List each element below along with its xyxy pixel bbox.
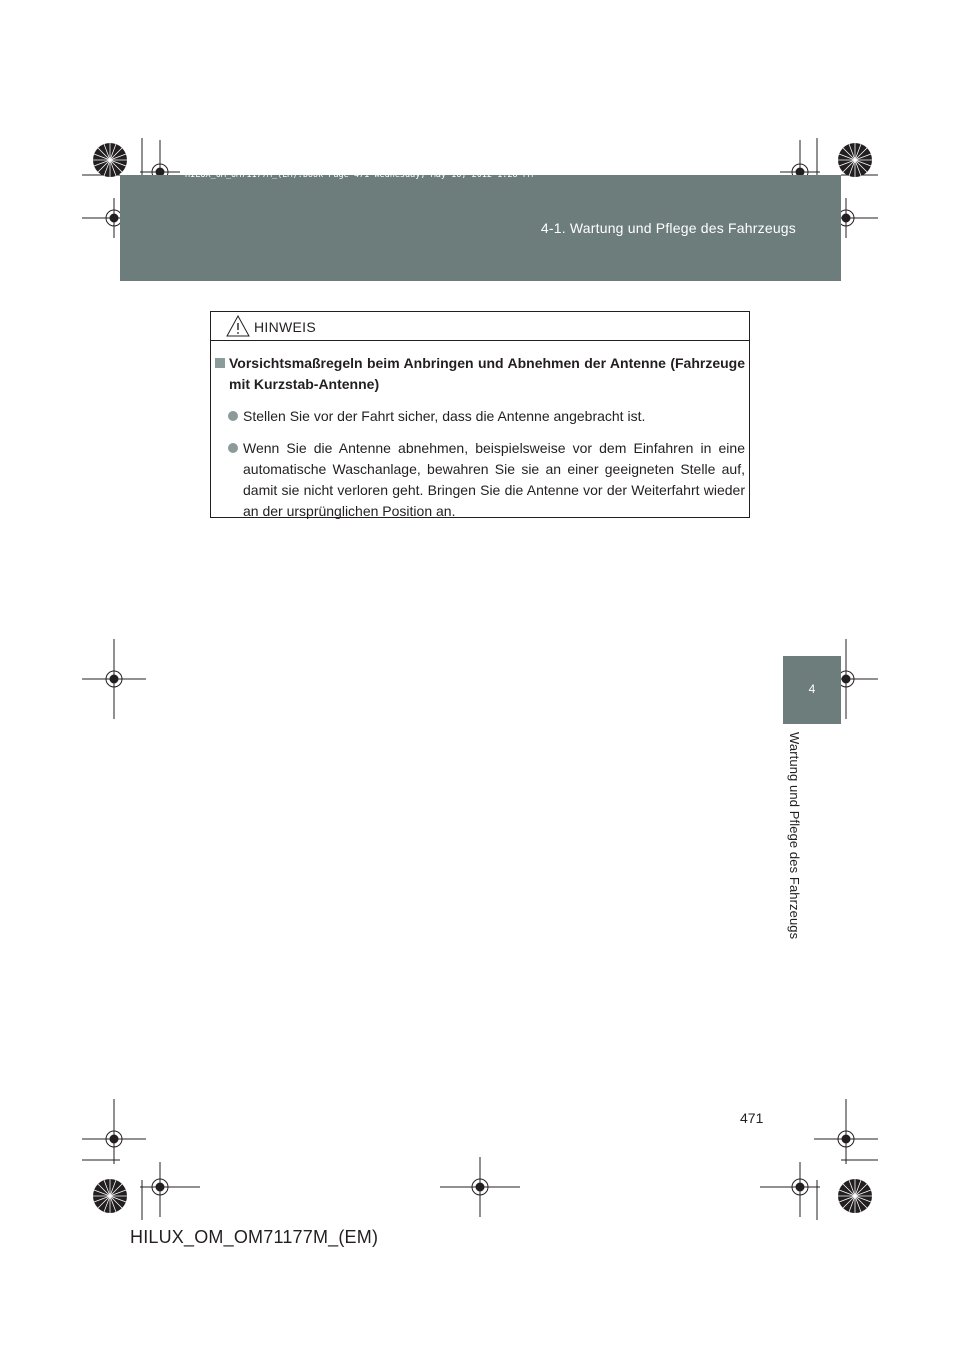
notice-body <box>215 353 745 522</box>
chapter-number: 4 <box>808 682 816 696</box>
list-item <box>215 406 745 427</box>
round-bullet-icon <box>228 411 238 421</box>
chapter-side-label <box>787 732 820 962</box>
list-item-text: Stellen Sie vor der Fahrt sicher, dass die Antenne angebracht ist. <box>243 408 646 424</box>
notice-box <box>210 311 750 518</box>
section-title: 4-1. Wartung und Pflege des Fahrzeugs <box>540 220 796 236</box>
notice-title: HINWEIS <box>254 319 316 335</box>
page-number: 471 <box>740 1110 764 1126</box>
chapter-title: Wartung und Pflege des Fahrzeugs <box>787 732 802 940</box>
list-item <box>215 438 745 522</box>
square-bullet-icon <box>215 358 225 368</box>
notice-heading <box>215 353 745 395</box>
notice-heading-text: Vorsichtsmaßregeln beim Anbringen und Abnehmen der Antenne (Fahrzeuge mit Kurzstab-Antenne) <box>229 355 745 392</box>
document-code: HILUX_OM_OM71177M_(EM) <box>130 1227 379 1247</box>
notice-header <box>211 312 749 341</box>
print-info-line: HILUX_OM_OM71177M_(EM).book Page 471 Wednesday, May 16, 2012 1:28 PM <box>185 170 533 180</box>
list-item-text: Wenn Sie die Antenne abnehmen, beispielsweise vor dem Einfahren in eine automatische Waschanlage, bewahren Sie sie an einer geeigneten Stelle auf, damit sie nicht verloren geht. Bringen Sie die Antenne vor der Weiterfahrt wieder an der ursprünglichen Position an. <box>243 440 745 519</box>
round-bullet-icon <box>228 443 238 453</box>
warning-triangle-icon <box>226 315 250 337</box>
